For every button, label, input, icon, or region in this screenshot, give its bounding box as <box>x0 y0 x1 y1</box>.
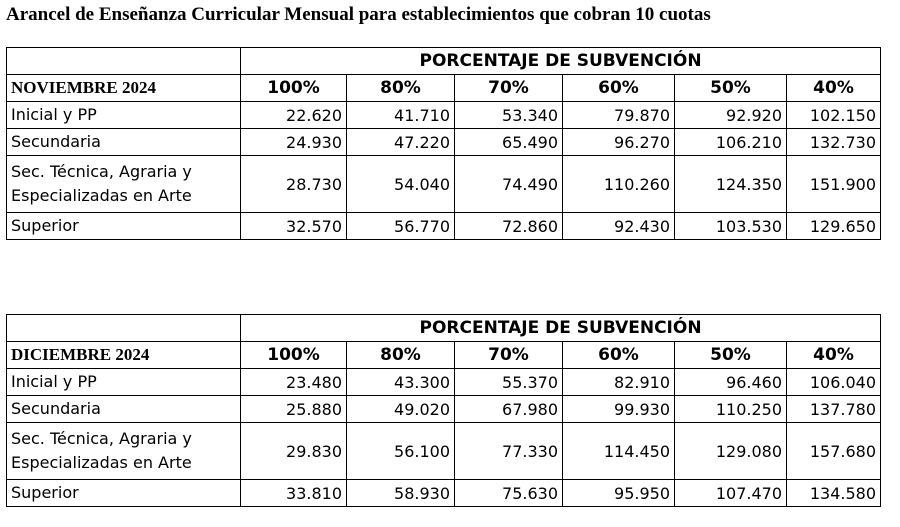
percent-header: 40% <box>787 342 881 369</box>
fee-value: 67.980 <box>455 396 563 423</box>
fee-value: 29.830 <box>241 423 347 480</box>
corner-cell <box>7 48 241 75</box>
fee-value: 58.930 <box>347 480 455 507</box>
percent-header: 70% <box>455 75 563 102</box>
fee-value: 65.490 <box>455 129 563 156</box>
fee-value: 56.100 <box>347 423 455 480</box>
level-label: Superior <box>7 480 241 507</box>
fee-value: 75.630 <box>455 480 563 507</box>
level-label: Inicial y PP <box>7 102 241 129</box>
fee-value: 72.860 <box>455 213 563 240</box>
table-row <box>7 423 881 480</box>
subsidy-header: PORCENTAJE DE SUBVENCIÓN <box>241 315 881 342</box>
level-label: Sec. Técnica, Agraria y Especializadas en Arte <box>7 156 241 213</box>
subsidy-header: PORCENTAJE DE SUBVENCIÓN <box>241 48 881 75</box>
fee-value: 25.880 <box>241 396 347 423</box>
fee-value: 79.870 <box>563 102 675 129</box>
percent-header: 100% <box>241 75 347 102</box>
fee-value: 33.810 <box>241 480 347 507</box>
table-row <box>7 102 881 129</box>
fee-value: 134.580 <box>787 480 881 507</box>
month-label: DICIEMBRE 2024 <box>7 342 241 369</box>
percent-header: 60% <box>563 342 675 369</box>
percent-header: 70% <box>455 342 563 369</box>
fee-value: 96.460 <box>675 369 787 396</box>
level-label: Sec. Técnica, Agraria y Especializadas en Arte <box>7 423 241 480</box>
fee-value: 124.350 <box>675 156 787 213</box>
fee-value: 32.570 <box>241 213 347 240</box>
fee-value: 114.450 <box>563 423 675 480</box>
level-label: Superior <box>7 213 241 240</box>
fee-value: 23.480 <box>241 369 347 396</box>
fee-value: 22.620 <box>241 102 347 129</box>
table-row <box>7 156 881 213</box>
fee-value: 157.680 <box>787 423 881 480</box>
page-title: Arancel de Enseñanza Curricular Mensual para establecimientos que cobran 10 cuotas <box>6 4 711 25</box>
fee-value: 99.930 <box>563 396 675 423</box>
percent-header: 60% <box>563 75 675 102</box>
fee-value: 103.530 <box>675 213 787 240</box>
fee-value: 53.340 <box>455 102 563 129</box>
fee-value: 102.150 <box>787 102 881 129</box>
corner-cell <box>7 315 241 342</box>
fee-value: 24.930 <box>241 129 347 156</box>
fee-value: 77.330 <box>455 423 563 480</box>
fee-value: 49.020 <box>347 396 455 423</box>
fee-value: 92.920 <box>675 102 787 129</box>
fee-value: 110.260 <box>563 156 675 213</box>
fee-value: 41.710 <box>347 102 455 129</box>
fee-value: 106.040 <box>787 369 881 396</box>
fee-value: 56.770 <box>347 213 455 240</box>
fee-value: 82.910 <box>563 369 675 396</box>
fee-value: 107.470 <box>675 480 787 507</box>
table-row <box>7 369 881 396</box>
percent-header: 50% <box>675 342 787 369</box>
fee-value: 43.300 <box>347 369 455 396</box>
fee-value: 137.780 <box>787 396 881 423</box>
fee-value: 54.040 <box>347 156 455 213</box>
percent-header: 80% <box>347 342 455 369</box>
table-row <box>7 213 881 240</box>
fee-value: 28.730 <box>241 156 347 213</box>
fee-value: 106.210 <box>675 129 787 156</box>
percent-header: 100% <box>241 342 347 369</box>
fee-value: 129.650 <box>787 213 881 240</box>
fee-value: 92.430 <box>563 213 675 240</box>
fee-value: 55.370 <box>455 369 563 396</box>
fee-value: 95.950 <box>563 480 675 507</box>
fee-value: 151.900 <box>787 156 881 213</box>
percent-header: 80% <box>347 75 455 102</box>
table-row <box>7 129 881 156</box>
level-label: Inicial y PP <box>7 369 241 396</box>
november-fee-table <box>6 47 881 240</box>
fee-value: 110.250 <box>675 396 787 423</box>
fee-value: 47.220 <box>347 129 455 156</box>
fee-value: 132.730 <box>787 129 881 156</box>
percent-header: 50% <box>675 75 787 102</box>
fee-value: 74.490 <box>455 156 563 213</box>
month-label: NOVIEMBRE 2024 <box>7 75 241 102</box>
table-row <box>7 396 881 423</box>
percent-header: 40% <box>787 75 881 102</box>
december-fee-table <box>6 314 881 507</box>
table-row <box>7 480 881 507</box>
level-label: Secundaria <box>7 396 241 423</box>
level-label: Secundaria <box>7 129 241 156</box>
fee-value: 96.270 <box>563 129 675 156</box>
fee-value: 129.080 <box>675 423 787 480</box>
